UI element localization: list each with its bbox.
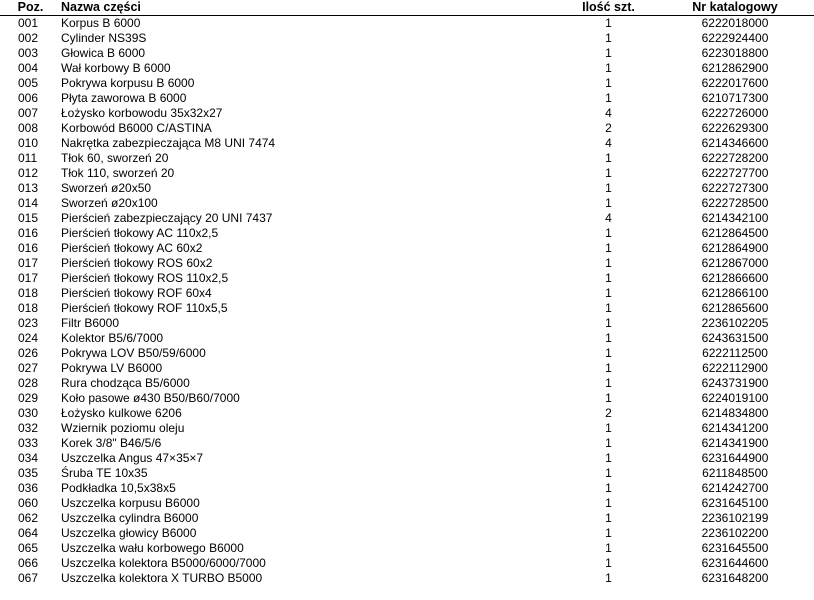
row-name: Pierścień zabezpieczający 20 UNI 7437 — [61, 211, 273, 225]
row-name: Pierścień tłokowy ROS 110x2,5 — [61, 271, 229, 285]
row-name: Uszczelka korpusu B6000 — [61, 496, 200, 510]
table-row — [0, 361, 814, 376]
row-poz: 067 — [18, 571, 39, 585]
row-name: Korpus B 6000 — [61, 16, 141, 30]
row-qty: 1 — [605, 271, 612, 285]
row-qty: 1 — [605, 391, 612, 405]
row-catalog: 6211848500 — [702, 466, 768, 480]
row-poz: 012 — [18, 166, 39, 180]
row-name: Uszczelka kolektora B5000/6000/7000 — [61, 556, 266, 570]
row-qty: 1 — [605, 166, 612, 180]
row-poz: 066 — [18, 556, 39, 570]
row-poz: 033 — [18, 436, 39, 450]
row-qty: 1 — [605, 16, 612, 30]
header-name: Nazwa części — [61, 0, 141, 14]
row-qty: 1 — [605, 571, 612, 585]
row-qty: 1 — [605, 556, 612, 570]
row-name: Pierścień tłokowy ROF 60x4 — [61, 286, 212, 300]
table-row — [0, 91, 814, 106]
table-row — [0, 331, 814, 346]
row-qty: 1 — [605, 481, 612, 495]
row-qty: 4 — [605, 136, 612, 150]
row-catalog: 6231644600 — [701, 556, 769, 570]
row-qty: 1 — [605, 451, 612, 465]
table-row — [0, 46, 814, 61]
row-name: Pierścień tłokowy AC 60x2 — [61, 241, 203, 255]
row-qty: 4 — [605, 211, 612, 225]
row-catalog: 6223018800 — [701, 46, 769, 60]
row-poz: 030 — [18, 406, 39, 420]
row-name: Uszczelka wału korbowego B6000 — [61, 541, 244, 555]
row-qty: 1 — [605, 151, 612, 165]
table-row — [0, 286, 814, 301]
table-row — [0, 406, 814, 421]
row-catalog: 6212866100 — [701, 286, 769, 300]
table-row — [0, 136, 814, 151]
row-name: Sworzeń ø20x50 — [61, 181, 152, 195]
row-poz: 008 — [18, 121, 39, 135]
row-name: Cylinder NS39S — [61, 31, 147, 45]
row-name: Korek 3/8" B46/5/6 — [61, 436, 162, 450]
row-poz: 002 — [18, 31, 39, 45]
row-catalog: 6231645100 — [701, 496, 769, 510]
row-catalog: 6212864900 — [701, 241, 769, 255]
row-name: Sworzeń ø20x100 — [61, 196, 158, 210]
row-name: Koło pasowe ø430 B50/B60/7000 — [61, 391, 240, 405]
row-poz: 017 — [18, 256, 39, 270]
table-row — [0, 76, 814, 91]
row-qty: 1 — [605, 196, 612, 210]
table-row — [0, 226, 814, 241]
row-poz: 001 — [18, 16, 39, 30]
row-qty: 1 — [605, 301, 612, 315]
row-poz: 016 — [18, 226, 39, 240]
table-row — [0, 61, 814, 76]
table-row — [0, 541, 814, 556]
row-catalog: 6243731900 — [701, 376, 769, 390]
row-poz: 065 — [18, 541, 39, 555]
row-poz: 060 — [18, 496, 39, 510]
table-row — [0, 391, 814, 406]
row-poz: 026 — [18, 346, 39, 360]
row-name: Łożysko korbowodu 35x32x27 — [61, 106, 223, 120]
row-poz: 034 — [18, 451, 39, 465]
row-catalog: 6222017600 — [701, 76, 769, 90]
row-name: Głowica B 6000 — [61, 46, 146, 60]
row-poz: 015 — [18, 211, 39, 225]
row-qty: 2 — [605, 121, 612, 135]
row-poz: 023 — [18, 316, 39, 330]
row-catalog: 6222726000 — [701, 106, 769, 120]
table-header — [0, 0, 814, 16]
row-name: Łożysko kulkowe 6206 — [61, 406, 182, 420]
row-poz: 011 — [18, 151, 38, 165]
row-catalog: 6224019100 — [701, 391, 769, 405]
row-name: Wziernik poziomu oleju — [61, 421, 185, 435]
row-qty: 1 — [605, 76, 612, 90]
row-catalog: 6222727700 — [701, 166, 769, 180]
row-catalog: 6222728200 — [701, 151, 769, 165]
row-catalog: 6212866600 — [701, 271, 769, 285]
row-poz: 018 — [18, 286, 39, 300]
row-qty: 1 — [605, 361, 612, 375]
row-poz: 010 — [18, 136, 39, 150]
table-row — [0, 196, 814, 211]
row-name: Śruba TE 10x35 — [61, 466, 148, 480]
header-row — [0, 0, 814, 16]
table-row — [0, 511, 814, 526]
table-row — [0, 16, 814, 32]
table-row — [0, 166, 814, 181]
row-name: Podkładka 10,5x38x5 — [61, 481, 176, 495]
row-name: Filtr B6000 — [61, 316, 120, 330]
row-poz: 028 — [18, 376, 39, 390]
row-qty: 1 — [605, 421, 612, 435]
row-poz: 027 — [18, 361, 39, 375]
row-name: Pierścień tłokowy AC 110x2,5 — [61, 226, 219, 240]
row-name: Nakrętka zabezpieczająca M8 UNI 7474 — [61, 136, 276, 150]
row-catalog: 6222924400 — [701, 31, 769, 45]
row-poz: 017 — [18, 271, 39, 285]
row-qty: 1 — [605, 181, 612, 195]
row-qty: 1 — [605, 541, 612, 555]
table-row — [0, 211, 814, 226]
header-poz: Poz. — [17, 0, 44, 14]
row-catalog: 6222728500 — [701, 196, 769, 210]
table-row — [0, 271, 814, 286]
row-qty: 1 — [605, 316, 612, 330]
row-poz: 036 — [18, 481, 39, 495]
row-poz: 035 — [18, 466, 39, 480]
table-row — [0, 31, 814, 46]
row-qty: 1 — [605, 226, 612, 240]
table-row — [0, 316, 814, 331]
table-body — [0, 16, 814, 587]
row-poz: 018 — [18, 301, 39, 315]
row-catalog: 6214346600 — [701, 136, 769, 150]
table-row — [0, 466, 814, 481]
row-qty: 1 — [605, 241, 612, 255]
table-row — [0, 106, 814, 121]
row-catalog: 6212864500 — [701, 226, 769, 240]
row-qty: 1 — [605, 511, 612, 525]
row-poz: 013 — [18, 181, 39, 195]
row-catalog: 2236102200 — [701, 526, 769, 540]
table-row — [0, 241, 814, 256]
row-qty: 1 — [605, 61, 612, 75]
table-row — [0, 451, 814, 466]
table-row — [0, 496, 814, 511]
row-catalog: 6214341900 — [701, 436, 769, 450]
row-catalog: 6214342100 — [701, 211, 769, 225]
row-catalog: 6231645500 — [701, 541, 769, 555]
row-poz: 032 — [18, 421, 39, 435]
table-row — [0, 346, 814, 361]
row-catalog: 2236102199 — [701, 511, 769, 525]
row-name: Pierścień tłokowy ROS 60x2 — [61, 256, 213, 270]
table-row — [0, 151, 814, 166]
row-poz: 064 — [18, 526, 39, 540]
row-name: Wał korbowy B 6000 — [61, 61, 171, 75]
row-qty: 1 — [605, 331, 612, 345]
table-row — [0, 256, 814, 271]
row-poz: 006 — [18, 91, 39, 105]
row-name: Pokrywa korpusu B 6000 — [61, 76, 195, 90]
row-catalog: 6222112900 — [702, 361, 768, 375]
row-qty: 1 — [605, 496, 612, 510]
row-name: Rura chodząca B5/6000 — [61, 376, 190, 390]
row-qty: 1 — [605, 526, 612, 540]
row-name: Uszczelka kolektora X TURBO B5000 — [61, 571, 263, 585]
table-row — [0, 376, 814, 391]
row-catalog: 6212865600 — [701, 301, 769, 315]
row-poz: 016 — [18, 241, 39, 255]
row-catalog: 6222112500 — [702, 346, 768, 360]
table-row — [0, 571, 814, 586]
row-qty: 2 — [605, 406, 612, 420]
row-poz: 004 — [18, 61, 39, 75]
row-name: Pierścień tłokowy ROF 110x5,5 — [61, 301, 228, 315]
row-name: Uszczelka głowicy B6000 — [61, 526, 197, 540]
header-qty: Ilość szt. — [582, 0, 635, 14]
row-name: Uszczelka cylindra B6000 — [61, 511, 199, 525]
row-catalog: 6212862900 — [701, 61, 769, 75]
table-row — [0, 301, 814, 316]
row-catalog: 6214242700 — [701, 481, 769, 495]
table-row — [0, 481, 814, 496]
row-qty: 1 — [605, 256, 612, 270]
row-catalog: 6210717300 — [701, 91, 769, 105]
row-qty: 1 — [605, 91, 612, 105]
row-poz: 014 — [18, 196, 39, 210]
row-poz: 003 — [18, 46, 39, 60]
row-qty: 4 — [605, 106, 612, 120]
row-poz: 024 — [18, 331, 39, 345]
row-poz: 005 — [18, 76, 39, 90]
row-catalog: 6231644900 — [701, 451, 769, 465]
row-qty: 1 — [605, 346, 612, 360]
row-name: Kolektor B5/6/7000 — [61, 331, 164, 345]
table-row — [0, 421, 814, 436]
row-catalog: 6214834800 — [701, 406, 769, 420]
row-poz: 007 — [18, 106, 39, 120]
table-row — [0, 121, 814, 136]
row-catalog: 6231648200 — [701, 571, 769, 585]
row-name: Korbowód B6000 C/ASTINA — [61, 121, 212, 135]
row-poz: 029 — [18, 391, 39, 405]
row-catalog: 6222018000 — [701, 16, 769, 30]
row-qty: 1 — [605, 376, 612, 390]
row-qty: 1 — [605, 436, 612, 450]
row-catalog: 6222629300 — [701, 121, 769, 135]
row-qty: 1 — [605, 466, 612, 480]
row-name: Tłok 60, sworzeń 20 — [61, 151, 169, 165]
row-name: Pokrywa LOV B50/59/6000 — [61, 346, 206, 360]
row-catalog: 6243631500 — [701, 331, 769, 345]
row-name: Tłok 110, sworzeń 20 — [61, 166, 175, 180]
row-catalog: 6214341200 — [701, 421, 769, 435]
table-row — [0, 436, 814, 451]
row-catalog: 2236102205 — [701, 316, 769, 330]
row-qty: 1 — [605, 31, 612, 45]
row-qty: 1 — [605, 46, 612, 60]
row-name: Pokrywa LV B6000 — [61, 361, 163, 375]
header-catalog: Nr katalogowy — [692, 0, 778, 14]
table-row — [0, 526, 814, 541]
row-catalog: 6212867000 — [701, 256, 769, 270]
row-qty: 1 — [605, 286, 612, 300]
table-row — [0, 556, 814, 571]
row-poz: 062 — [18, 511, 39, 525]
row-name: Uszczelka Angus 47×35×7 — [61, 451, 204, 465]
row-name: Płyta zaworowa B 6000 — [61, 91, 187, 105]
table-row — [0, 181, 814, 196]
row-catalog: 6222727300 — [701, 181, 769, 195]
